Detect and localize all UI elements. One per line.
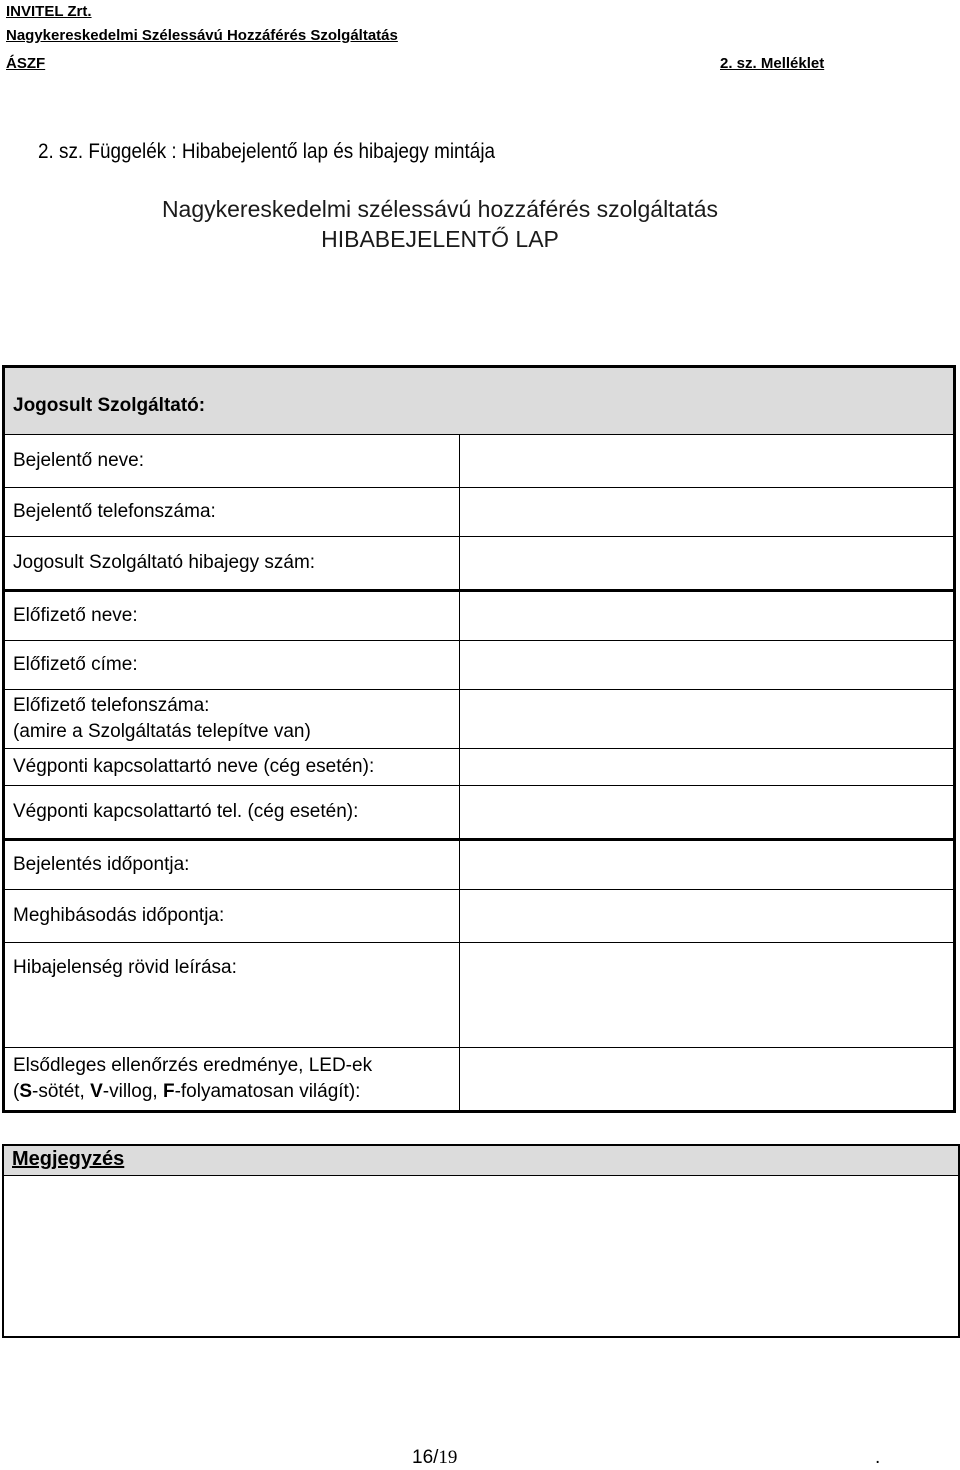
contact-phone-label: Végponti kapcsolattartó tel. (cég esetén): [4, 786, 460, 840]
subscriber-phone-label-line2: (amire a Szolgáltatás telepítve van) [13, 721, 311, 742]
header-annex: 2. sz. Melléklet [720, 55, 825, 72]
led-open-paren: ( [13, 1081, 20, 1102]
led-v-text: -villog, [102, 1081, 163, 1102]
contact-phone-field[interactable] [460, 786, 955, 840]
fault-report-form [2, 365, 956, 1113]
reporter-phone-field[interactable] [460, 488, 955, 537]
header-doc-code: ÁSZF [6, 55, 46, 72]
subscriber-phone-label-line1: Előfizető telefonszáma: [13, 695, 210, 716]
fault-description-label: Hibajelenség rövid leírása: [4, 943, 460, 1048]
led-v-letter: V [90, 1081, 103, 1102]
subscriber-phone-label [4, 690, 460, 749]
notes-heading: Megjegyzés [4, 1146, 958, 1176]
reporter-phone-label: Bejelentő telefonszáma: [4, 488, 460, 537]
form-row [4, 749, 955, 786]
page-trailing-dot: . [875, 1447, 881, 1468]
form-subtitle: HIBABEJELENTŐ LAP [321, 226, 559, 252]
ticket-number-field[interactable] [460, 537, 955, 591]
fault-description-field[interactable] [460, 943, 955, 1048]
led-s-letter: S [19, 1081, 33, 1102]
subscriber-name-field[interactable] [460, 591, 955, 641]
led-check-label [4, 1048, 460, 1112]
form-row [4, 488, 955, 537]
led-check-label-line2 [13, 1079, 451, 1105]
notes-field[interactable] [4, 1176, 958, 1336]
form-row [4, 840, 955, 890]
form-row [4, 537, 955, 591]
reporter-name-label: Bejelentő neve: [4, 435, 460, 488]
report-time-field[interactable] [460, 840, 955, 890]
page-total: 19 [438, 1447, 458, 1468]
form-title: Nagykereskedelmi szélessávú hozzáférés szolgáltatás [161, 196, 719, 222]
form-row [4, 943, 955, 1048]
subscriber-name-label: Előfizető neve: [4, 591, 460, 641]
subscriber-address-label: Előfizető címe: [4, 641, 460, 690]
form-row [4, 690, 955, 749]
contact-name-field[interactable] [460, 749, 955, 786]
led-s-text: -sötét, [32, 1081, 91, 1102]
reporter-name-field[interactable] [460, 435, 955, 488]
led-f-text: -folyamatosan világít): [174, 1081, 361, 1102]
subscriber-address-field[interactable] [460, 641, 955, 690]
form-row [4, 786, 955, 840]
notes-box [2, 1144, 960, 1338]
form-row [4, 435, 955, 488]
form-row [4, 890, 955, 943]
contact-name-label: Végponti kapcsolattartó neve (cég esetén): [4, 749, 460, 786]
page-current: 16/ [412, 1447, 439, 1468]
form-row [4, 591, 955, 641]
form-row [4, 641, 955, 690]
page-number [412, 1447, 457, 1469]
form-row [4, 1048, 955, 1112]
form-heading-row [4, 367, 955, 435]
provider-heading: Jogosult Szolgáltató: [4, 367, 955, 435]
led-f-letter: F [162, 1081, 175, 1102]
header-service-name: Nagykereskedelmi Szélessávú Hozzáférés Szolgáltatás [6, 27, 398, 44]
fault-time-label: Meghibásodás időpontja: [4, 890, 460, 943]
header-company: INVITEL Zrt. [6, 3, 92, 20]
led-check-field[interactable] [460, 1048, 955, 1112]
led-check-label-line1: Elsődleges ellenőrzés eredménye, LED-ek [13, 1055, 373, 1076]
ticket-number-label: Jogosult Szolgáltató hibajegy szám: [4, 537, 460, 591]
report-time-label: Bejelentés időpontja: [4, 840, 460, 890]
appendix-title: 2. sz. Függelék : Hibabejelentő lap és hibajegy mintája [38, 140, 496, 163]
fault-time-field[interactable] [460, 890, 955, 943]
subscriber-phone-field[interactable] [460, 690, 955, 749]
